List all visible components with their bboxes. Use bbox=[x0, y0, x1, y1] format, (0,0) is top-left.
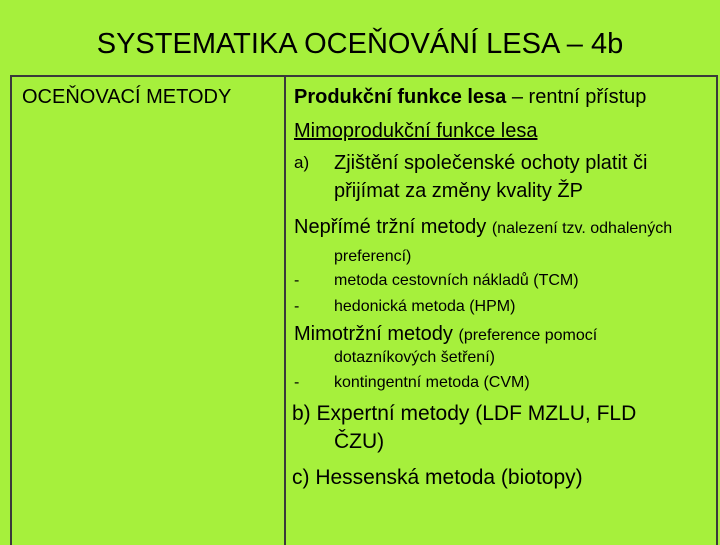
column-divider bbox=[284, 75, 286, 545]
slide-title: SYSTEMATIKA OCEŇOVÁNÍ LESA – 4b bbox=[96, 28, 624, 60]
indirect-market-methods-label: Nepřímé tržní metody bbox=[294, 216, 492, 238]
dash-hpm: - bbox=[294, 298, 300, 315]
productive-function-line bbox=[294, 83, 646, 111]
dash-cvm: - bbox=[294, 374, 300, 391]
item-a-line-1: Zjištění společenské ochoty platit či bbox=[334, 152, 648, 174]
item-b-line-2: ČZU) bbox=[334, 430, 385, 453]
nonmarket-note-2: dotazníkových šetření) bbox=[334, 349, 495, 366]
tcm-method: metoda cestovních nákladů (TCM) bbox=[334, 272, 579, 289]
left-header-cell: OCEŇOVACÍ METODY bbox=[22, 86, 232, 108]
item-a-line-2: přijímat za změny kvality ŽP bbox=[334, 180, 583, 202]
nonproductive-function-heading: Mimoprodukční funkce lesa bbox=[294, 120, 538, 142]
indirect-market-note-1: (nalezení tzv. odhalených bbox=[491, 220, 673, 237]
productive-function-label: Produkční funkce lesa bbox=[294, 86, 507, 108]
cvm-method: kontingentní metoda (CVM) bbox=[334, 374, 530, 391]
item-b-line-1: b) Expertní metody (LDF MZLU, FLD bbox=[292, 402, 637, 425]
indirect-market-methods-line bbox=[294, 213, 672, 243]
hpm-method: hedonická metoda (HPM) bbox=[334, 298, 516, 315]
dash-tcm: - bbox=[294, 272, 300, 289]
item-a-marker: a) bbox=[294, 153, 310, 172]
rent-approach-label: – rentní přístup bbox=[506, 86, 647, 108]
nonmarket-methods-label: Mimotržní metody bbox=[294, 323, 459, 345]
indirect-market-note-2: preferencí) bbox=[334, 248, 412, 265]
nonmarket-note-1: (preference pomocí bbox=[458, 327, 598, 344]
item-c-line: c) Hessenská metoda (biotopy) bbox=[292, 466, 583, 489]
